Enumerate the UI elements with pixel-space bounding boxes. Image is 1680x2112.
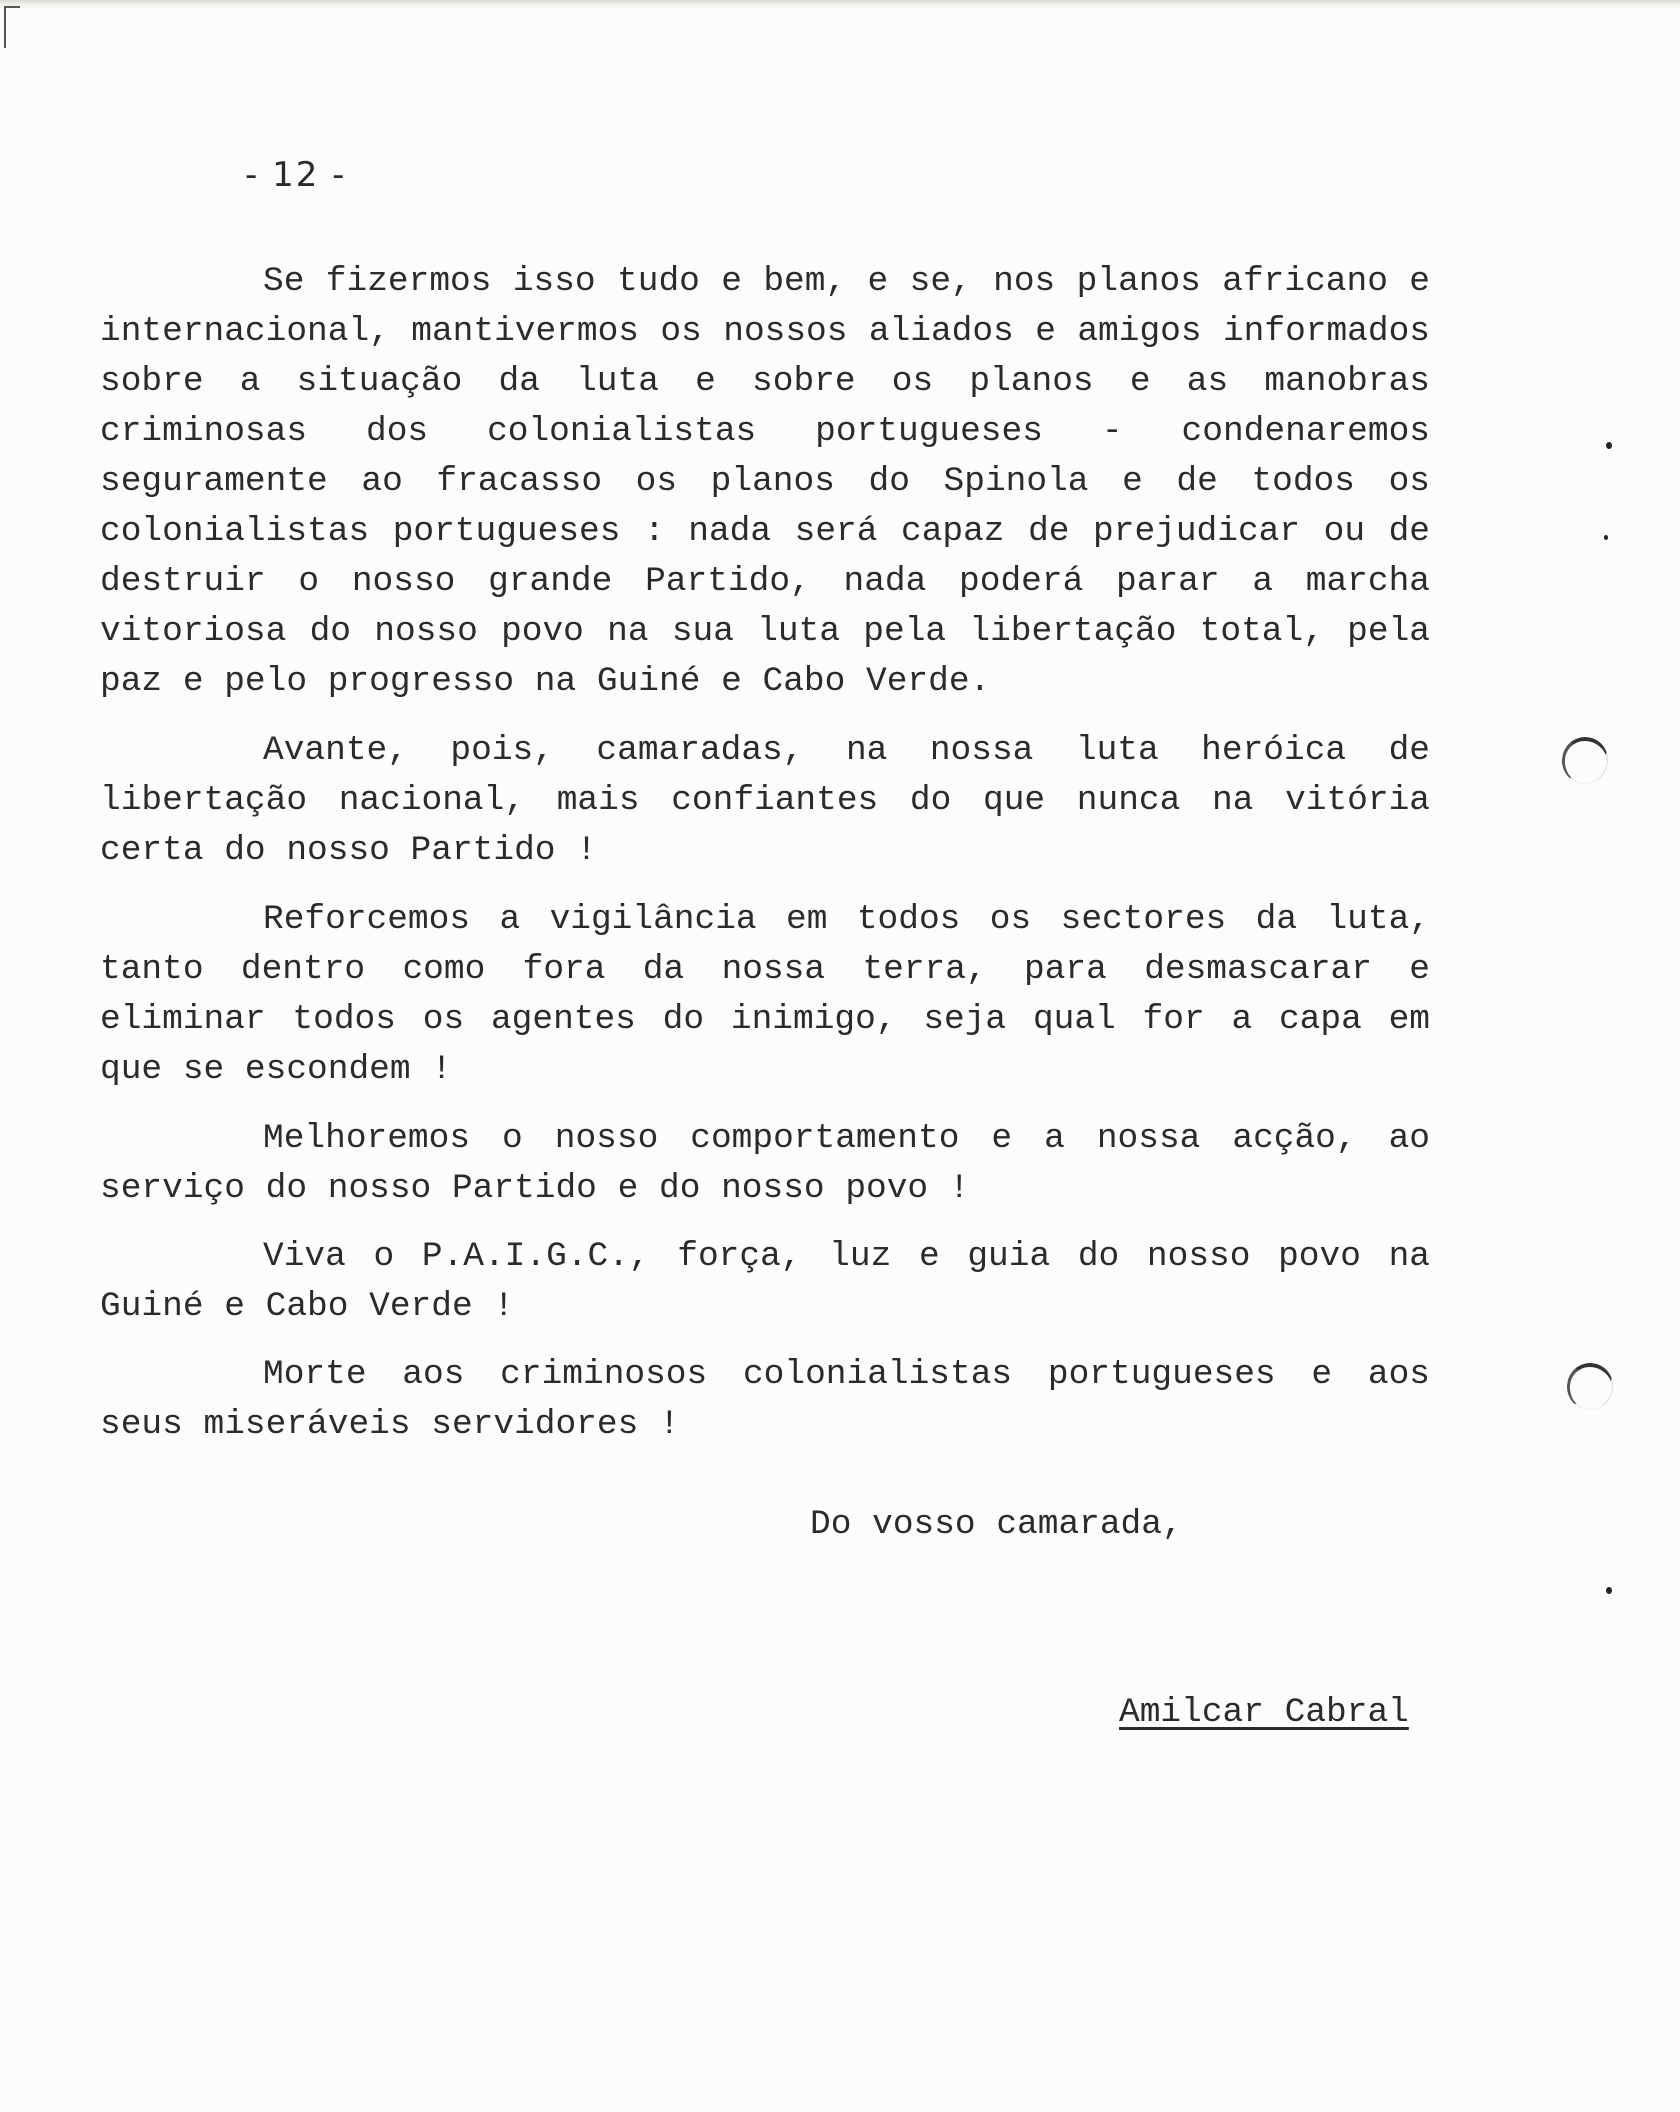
scan-speck <box>1606 1587 1612 1594</box>
closing-line: Do vosso camarada, <box>810 1505 1183 1544</box>
paragraph-3: Reforcemos a vigilância em todos os sectores da luta, tanto dentro como fora da nossa terra, para desmascarar e eliminar todos os agentes do inimigo, seja qual for a capa em que se escondem ! <box>100 900 1430 1089</box>
paragraph-2: Avante, pois, camaradas, na nossa luta heróica de libertação nacional, mais confiantes do que nunca na vitória certa do nosso Partido ! <box>100 731 1430 870</box>
scan-corner-mark <box>4 6 20 48</box>
letter-body <box>100 257 1430 1450</box>
scan-speck <box>1606 442 1612 449</box>
paragraph-1: Se fizermos isso tudo e bem, e se, nos planos africano e internacional, mantivermos os nossos aliados e amigos informados sobre a situação da luta e sobre os planos e as manobras criminosas dos colonialistas portugueses - condenaremos seguramente ao fracasso os planos do Spinola e de todos os colonialistas portugueses : nada será capaz de prejudicar ou de destruir o nosso grande Partido, nada poderá parar a marcha vitoriosa do nosso povo na sua luta pela libertação total, pela paz e pelo progresso na Guiné e Cabo Verde. <box>100 262 1430 701</box>
scan-top-edge <box>0 0 1680 10</box>
paragraph-5: Viva o P.A.I.G.C., força, luz e guia do nosso povo na Guiné e Cabo Verde ! <box>100 1237 1430 1326</box>
paragraph-6: Morte aos criminosos colonialistas portugueses e aos seus miseráveis servidores ! <box>100 1355 1430 1444</box>
punch-hole-mark <box>1563 1359 1616 1413</box>
scan-speck <box>1604 535 1608 540</box>
paragraph-4: Melhoremos o nosso comportamento e a nossa acção, ao serviço do nosso Partido e do nosso povo ! <box>100 1119 1430 1208</box>
page-number: - 12 - <box>245 155 347 195</box>
punch-hole-mark <box>1558 733 1611 787</box>
signature: Amilcar Cabral <box>1119 1693 1409 1732</box>
